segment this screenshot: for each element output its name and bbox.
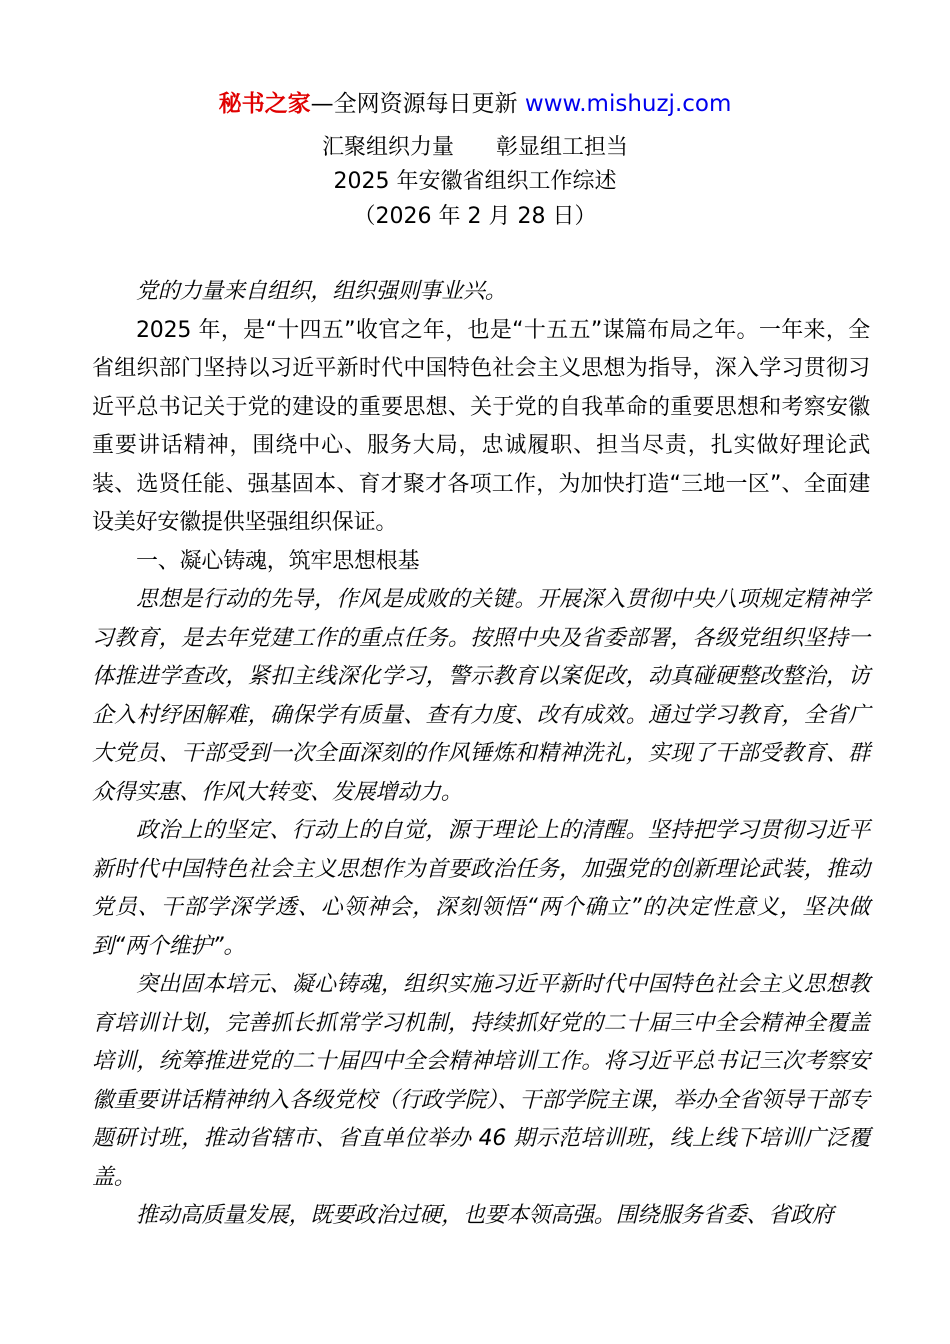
paragraph-overview: 2025 年，是“十四五”收官之年，也是“十五五”谋篇布局之年。一年来，全省组织部门坚持以习近平新时代中国特色社会主义思想为指导，深入学习贯彻习近平总书记关于党的建设的重要思想、关于党的自我革命的重要思想和考察安徽重要讲话精神，围绕中心、服务大局，忠诚履职、担当尽责，扎实做好理论武装、选贤任能、强基固本、育才聚才各项工作，为加快打造“三地一区”、全面建设美好安徽提供坚强组织保证。 — [92, 317, 870, 535]
document-body — [92, 273, 870, 1236]
paragraph-development: 推动高质量发展，既要政治过硬，也要本领高强。围绕服务省委、省政府 — [136, 1203, 834, 1228]
document-date: （2026 年 2 月 28 日） — [353, 204, 597, 229]
paragraph-training: 突出固本培元、凝心铸魂，组织实施习近平新时代中国特色社会主义思想教育培训计划，完善抓长抓常学习机制，持续抓好党的二十届三中全会精神全覆盖培训，统筹推进党的二十届四中全会精神培训工作。将习近平总书记三次考察安徽重要讲话精神纳入各级党校（行政学院）、干部学院主课，举办全省领导干部专题研讨班，推动省辖市、省直单位举办 46 期示范培训班，线上线下培训广泛覆盖。 — [92, 972, 870, 1190]
document-subtitle: 2025 年安徽省组织工作综述 — [333, 169, 617, 194]
paragraph-intro: 党的力量来自组织，组织强则事业兴。 — [136, 279, 507, 304]
header-tagline: —全网资源每日更新 — [310, 91, 525, 117]
paragraph-study-education: 思想是行动的先导，作风是成败的关键。开展深入贯彻中央八项规定精神学习教育，是去年党建工作的重点任务。按照中央及省委部署，各级党组织坚持一体推进学查改，紧扣主线深化学习，警示教育以案促改，动真碰硬整改整治，访企入村纾困解难，确保学有质量、查有力度、改有成效。通过学习教育，全省广大党员、干部受到一次全面深刻的作风锤炼和精神洗礼，实现了干部受教育、群众得实惠、作风大转变、发展增动力。 — [92, 587, 870, 805]
brand-name: 秘书之家 — [218, 91, 311, 117]
document-title: 汇聚组织力量 彰显组工担当 — [322, 135, 628, 160]
paragraph-theory: 政治上的坚定、行动上的自觉，源于理论上的清醒。坚持把学习贯彻习近平新时代中国特色社会主义思想作为首要政治任务，加强党的创新理论武装，推动党员、干部学深学透、心领神会，深刻领悟“两个确立”的决定性意义，坚决做到“两个维护”。 — [92, 818, 870, 959]
section-heading-1: 一、凝心铸魂，筑牢思想根基 — [136, 548, 420, 574]
site-url-link[interactable]: www.mishuzj.com — [524, 91, 732, 117]
site-header — [0, 86, 950, 122]
